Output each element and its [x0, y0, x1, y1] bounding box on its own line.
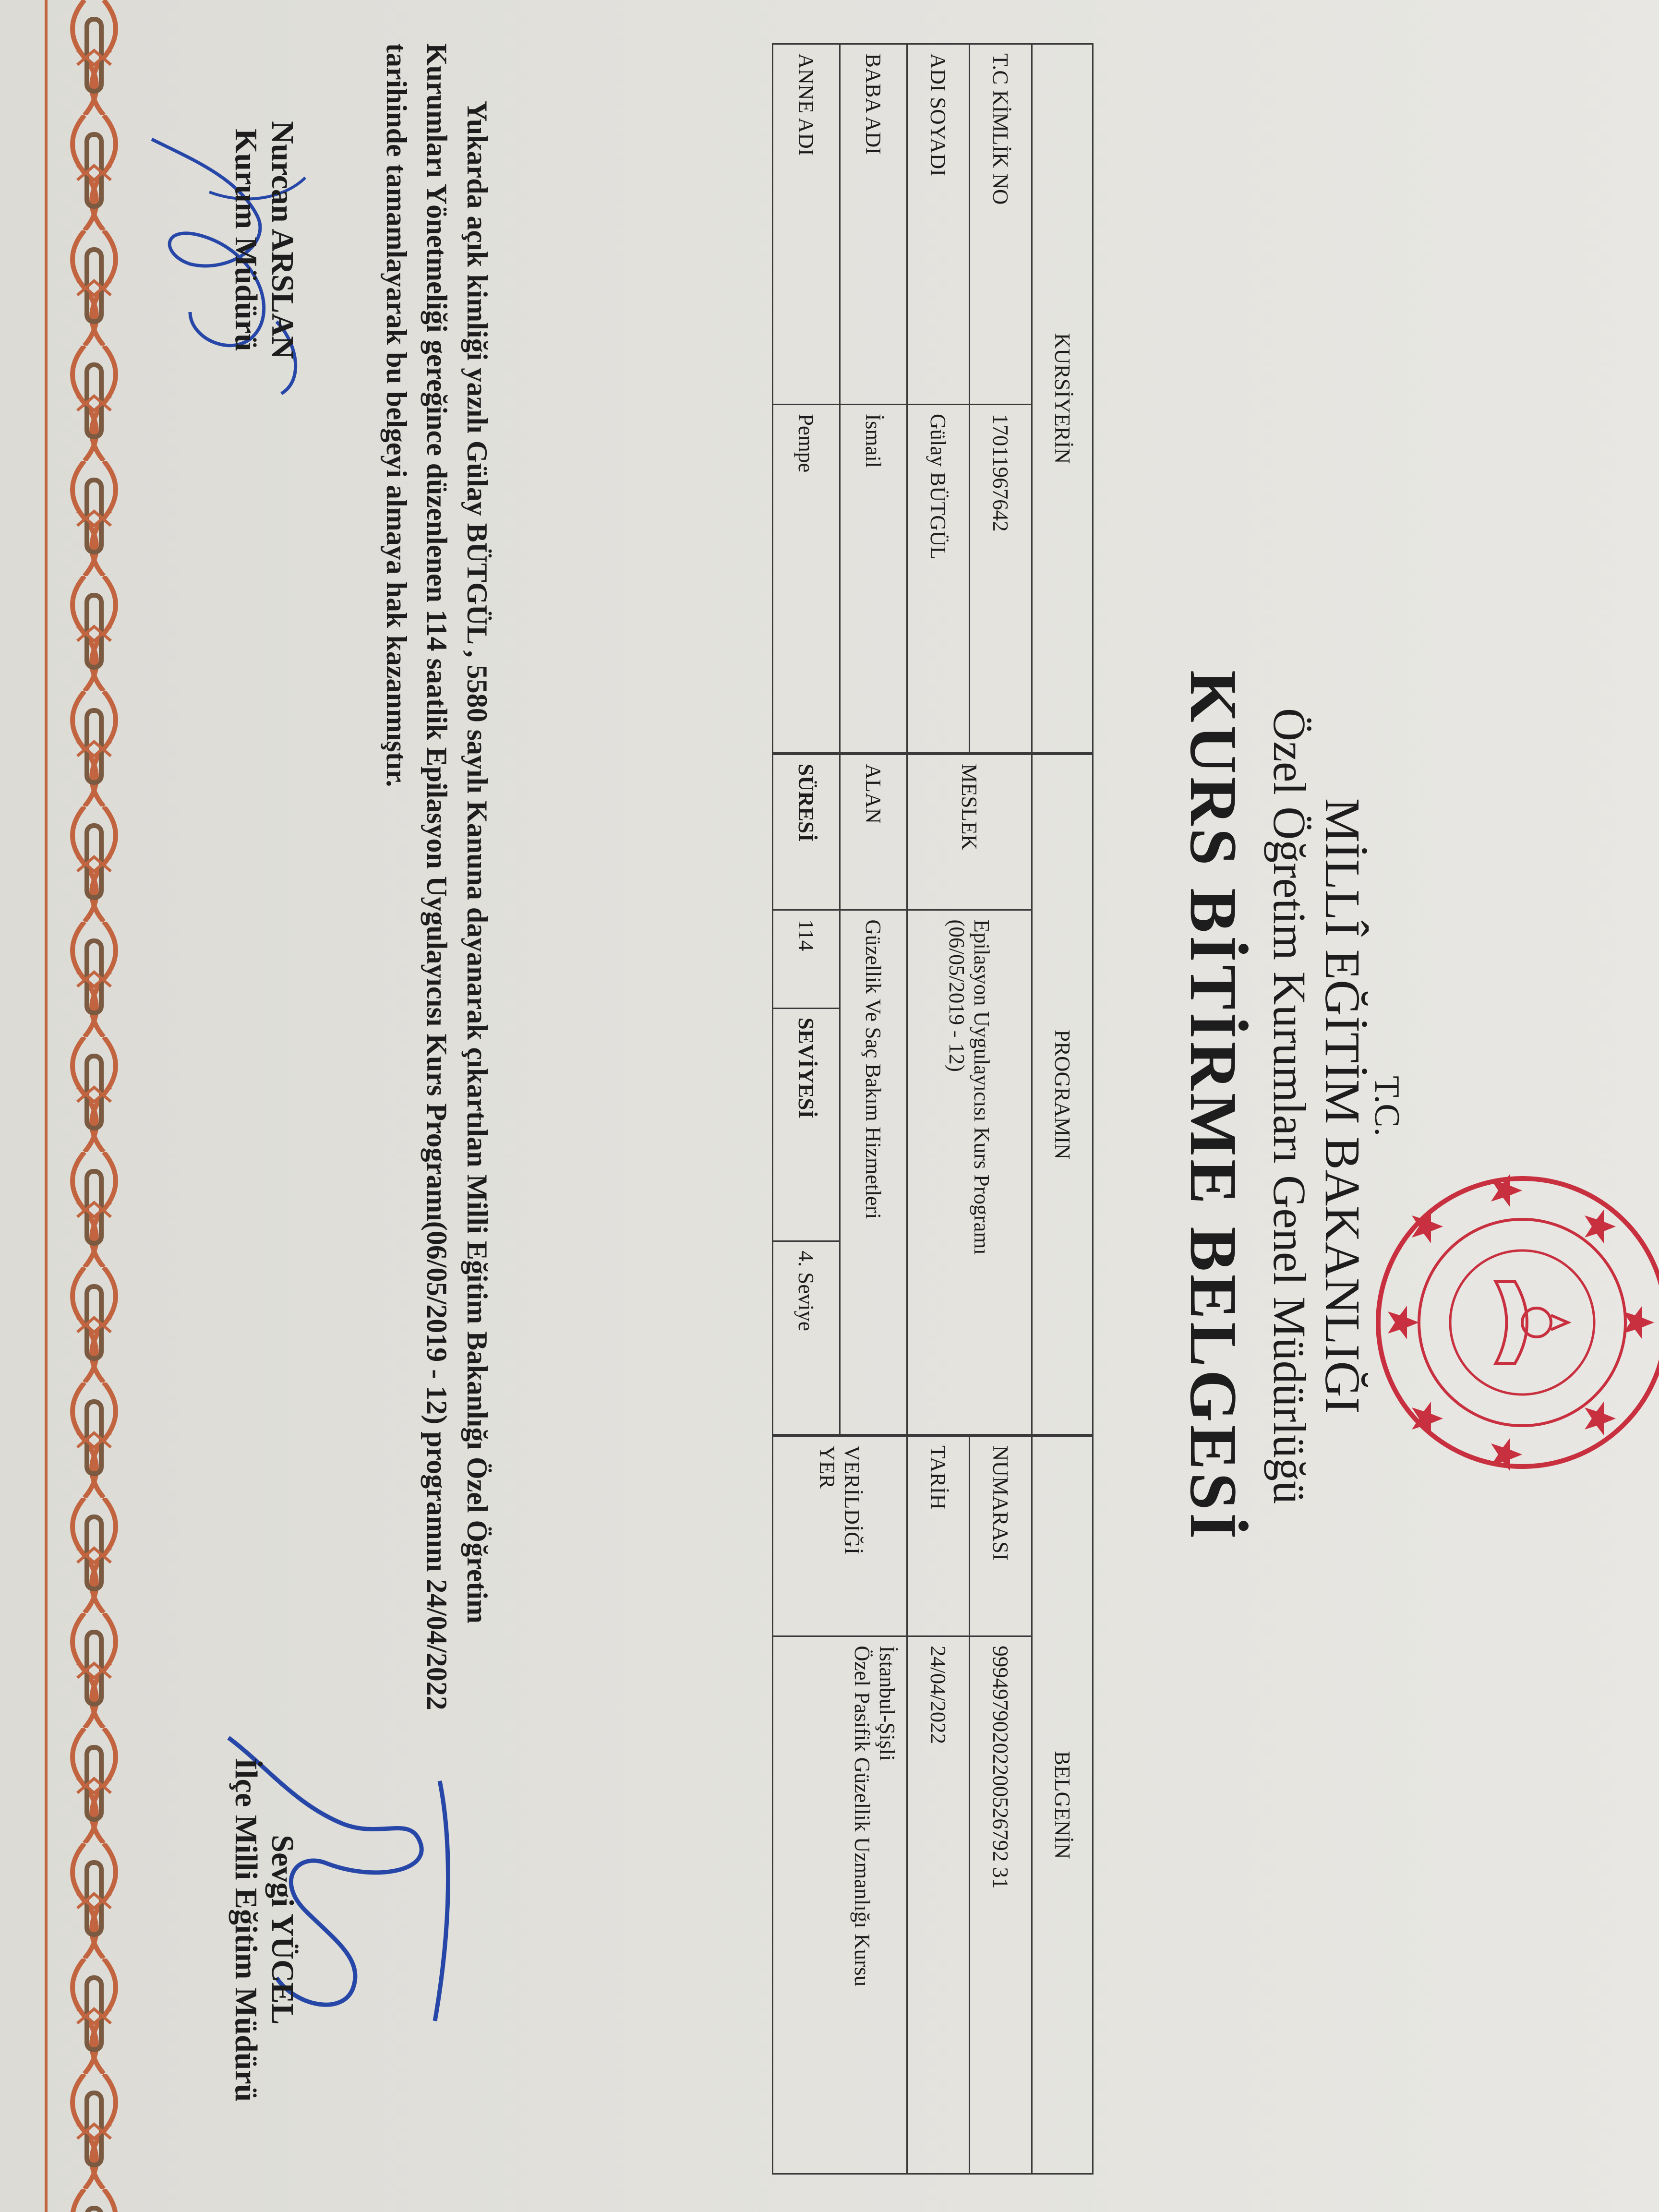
place-line-1: İstanbul-Şişli	[875, 1646, 899, 1761]
certificate-table	[772, 1435, 1094, 2175]
program-value-meslek	[907, 910, 1032, 1435]
statement-line-3: tarihinde tamamlayarak bu belgeyi almaya hak kazanmıştır.	[381, 43, 412, 787]
program-heading: PROGRAMIN	[1032, 755, 1093, 1435]
certificate-value-number: 99949790202200526792 31	[970, 1636, 1032, 2174]
certificate-value-place	[773, 1636, 907, 2174]
trainee-value-name: Gülay BÜTGÜL	[907, 404, 970, 753]
ministry-name: MİLLÎ EĞİTİM BAKANLIĞI	[1315, 798, 1370, 1414]
trainee-label: T.C KİMLİK NO	[970, 44, 1032, 405]
certificate-label-number: NUMARASI	[970, 1436, 1032, 1636]
program-value-suresi: 114	[773, 910, 840, 1008]
statement-line-2: Kurumları Yönetmeliği gereğince düzenlenen 114 saatlik Epilasyon Uygulayıcısı Kurs Programı(06/05/2019 - 12) programını 24/04/2022	[421, 43, 453, 1710]
certificate-value-date: 24/04/2022	[907, 1636, 970, 2174]
program-label-suresi: SÜRESİ	[773, 755, 840, 910]
ministry-seal-icon	[1371, 1171, 1659, 1474]
trainee-label: ADI SOYADI	[907, 44, 970, 405]
right-signer-title: İlçe Milli Eğitim Müdürü	[228, 1757, 264, 2102]
place-label-line-1: VERİLDİĞİ	[840, 1445, 865, 1555]
program-value-alan: Güzellik Ve Saç Bakım Hizmetleri	[840, 910, 907, 1435]
right-signer-name: Sevgi YÜCEL	[265, 1835, 300, 2025]
meslek-line-1: Epilasyon Uygulayıcısı Kurs Programı	[970, 919, 994, 1255]
trainee-value-id-number: 17011967642	[970, 404, 1032, 753]
certificate-label-place	[773, 1436, 907, 1636]
place-line-2: Özel Pasifik Güzellik Uzmanlığı Kursu	[850, 1646, 874, 1987]
left-signer-title: Kurum Müdürü	[228, 129, 264, 351]
place-label-line-2: YER	[815, 1445, 840, 1489]
program-table	[772, 754, 1094, 1435]
trainee-label: ANNE ADI	[773, 44, 840, 405]
right-signature-block	[228, 1690, 301, 2170]
left-signature-block	[228, 72, 301, 408]
meslek-line-2: (06/05/2019 - 12)	[945, 919, 969, 1072]
trainee-value-mother: Pempe	[773, 404, 840, 753]
program-label-meslek: MESLEK	[907, 755, 1032, 910]
certificate-heading: BELGENİN	[1032, 1436, 1093, 2174]
trainee-value-father: İsmail	[840, 404, 907, 753]
program-value-seviyesi: 4. Seviye	[773, 1241, 840, 1435]
directorate-name: Özel Öğretim Kurumları Genel Müdürlüğü	[1264, 708, 1315, 1504]
trainee-label: BABA ADI	[840, 44, 907, 405]
trainee-table	[772, 43, 1094, 754]
program-label-alan: ALAN	[840, 755, 907, 910]
document-title: KURS BİTİRME BELGESİ	[1176, 670, 1250, 1542]
certificate-label-date: TARİH	[907, 1436, 970, 1636]
program-label-seviyesi: SEVİYESİ	[773, 1008, 840, 1241]
trainee-heading: KURSİYERİN	[1032, 44, 1093, 753]
statement-line-1: Yukarda açık kimliği yazılı Gülay BÜTGÜL , 5580 sayılı Kanuna dayanarak çıkartılan Milli Eğitim Bakanlığı Özel Öğretim	[461, 101, 493, 1624]
left-signer-name: Nurcan ARSLAN	[265, 121, 300, 359]
header-tc: T.C.	[1367, 1075, 1407, 1137]
